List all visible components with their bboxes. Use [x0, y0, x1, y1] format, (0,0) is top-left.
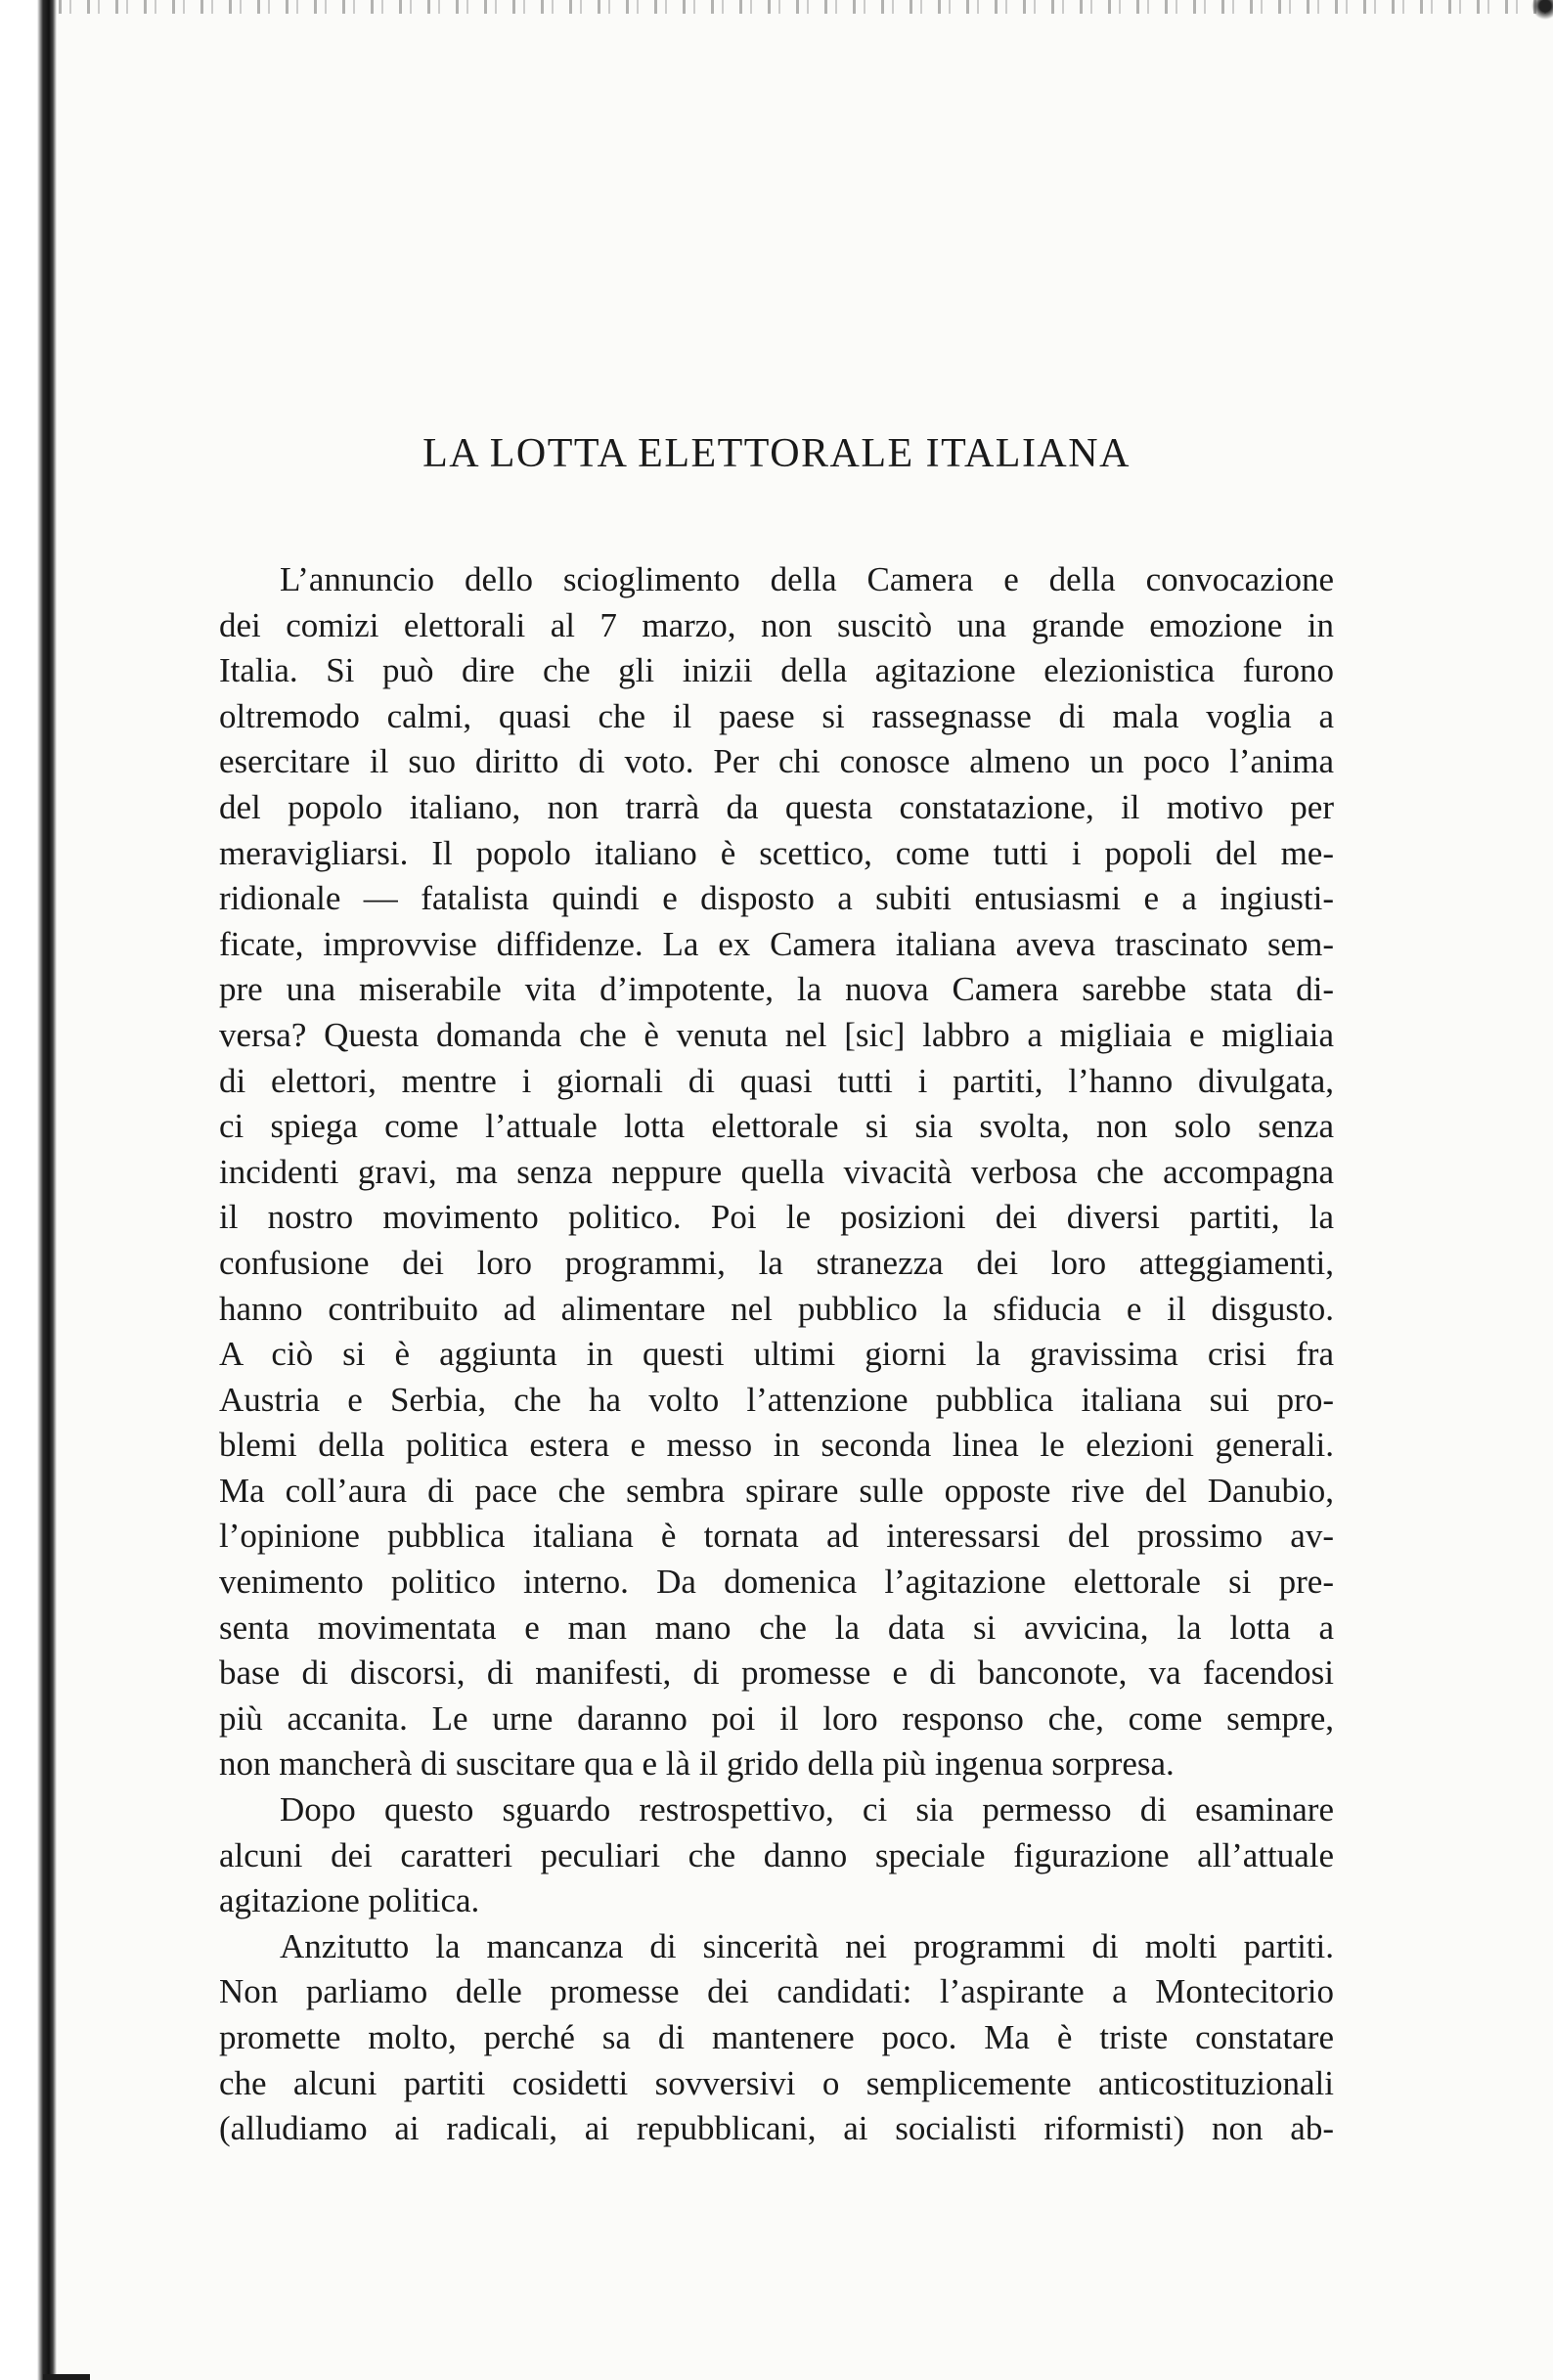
text-line: Ma coll’aura di pace che sembra spirare sulle opposte rive del Danubio,	[219, 1471, 1334, 1510]
page-title: LA LOTTA ELETTORALE ITALIANA	[422, 431, 1131, 476]
text-line: (alludiamo ai radicali, ai repubblicani, ai socialisti riformisti) non ab-	[219, 2109, 1334, 2148]
text-line: il nostro movimento politico. Poi le posizioni dei diversi partiti, la	[219, 1198, 1334, 1237]
text-line: oltremodo calmi, quasi che il paese si rassegnasse di mala voglia a	[219, 696, 1334, 735]
text-line: meravigliarsi. Il popolo italiano è scettico, come tutti i popoli del me-	[219, 833, 1334, 872]
text-line: blemi della politica estera e messo in seconda linea le elezioni generali.	[219, 1426, 1334, 1465]
scan-top-noise	[59, 0, 1553, 14]
text-line: Austria e Serbia, che ha volto l’attenzione pubblica italiana sui pro-	[219, 1380, 1334, 1419]
text-line: confusione dei loro programmi, la stranezza dei loro atteggiamenti,	[219, 1243, 1334, 1282]
text-line: esercitare il suo diritto di voto. Per chi conosce almeno un poco l’anima	[219, 742, 1334, 781]
text-line: A ciò si è aggiunta in questi ultimi giorni la gravissima crisi fra	[219, 1335, 1334, 1374]
text-line: Dopo questo sguardo restrospettivo, ci sia permesso di esaminare	[280, 1790, 1334, 1829]
text-line: Non parliamo delle promesse dei candidati: l’aspirante a Montecitorio	[219, 1972, 1334, 2011]
text-line: ficate, improvvise diffidenze. La ex Camera italiana aveva trascinato sem-	[219, 924, 1334, 963]
text-line: ci spiega come l’attuale lotta elettorale si sia svolta, non solo senza	[219, 1107, 1334, 1146]
text-line: senta movimentata e man mano che la data si avvicina, la lotta a	[219, 1608, 1334, 1647]
scan-spine-shadow	[0, 0, 57, 2380]
text-line: del popolo italiano, non trarrà da questa constatazione, il motivo per	[219, 787, 1334, 826]
text-line: di elettori, mentre i giornali di quasi tutti i partiti, l’hanno divulgata,	[219, 1061, 1334, 1100]
article-body	[219, 557, 1334, 2152]
text-line: base di discorsi, di manifesti, di promesse e di banconote, va facendosi	[219, 1653, 1334, 1693]
text-line: l’opinione pubblica italiana è tornata ad interessarsi del prossimo av-	[219, 1517, 1334, 1556]
text-line: L’annuncio dello scioglimento della Camera e della convocazione	[280, 560, 1334, 598]
text-line: hanno contribuito ad alimentare nel pubblico la sfiducia e il disgusto.	[219, 1289, 1334, 1328]
scan-corner-mark	[1514, 0, 1553, 20]
text-line: ridionale — fatalista quindi e disposto a subiti entusiasmi e a ingiusti-	[219, 879, 1334, 918]
text-line: versa? Questa domanda che è venuta nel [sic] labbro a migliaia e migliaia	[219, 1015, 1334, 1054]
text-line: non mancherà di suscitare qua e là il grido della più ingenua sorpresa.	[219, 1744, 1175, 1784]
text-line: più accanita. Le urne daranno poi il loro responso che, come sempre,	[219, 1698, 1334, 1738]
text-line: alcuni dei caratteri peculiari che danno speciale figurazione all’attuale	[219, 1835, 1334, 1874]
scan-spine-foot	[43, 2374, 90, 2380]
text-line: Italia. Si può dire che gli inizii della agitazione elezionistica furono	[219, 651, 1334, 690]
text-line: dei comizi elettorali al 7 marzo, non suscitò una grande emozione in	[219, 605, 1334, 644]
text-line: pre una miserabile vita d’impotente, la nuova Camera sarebbe stata di-	[219, 970, 1334, 1009]
text-line: incidenti gravi, ma senza neppure quella vivacità verbosa che accompagna	[219, 1152, 1334, 1191]
text-line: promette molto, perché sa di mantenere poco. Ma è triste constatare	[219, 2018, 1334, 2056]
text-line: agitazione politica.	[219, 1881, 480, 1920]
text-line: venimento politico interno. Da domenica l’agitazione elettorale si pre-	[219, 1563, 1334, 1602]
text-line: che alcuni partiti cosidetti sovversivi o semplicemente anticostituzionali	[219, 2063, 1334, 2102]
text-line: Anzitutto la mancanza di sincerità nei programmi di molti partiti.	[280, 1926, 1334, 1965]
